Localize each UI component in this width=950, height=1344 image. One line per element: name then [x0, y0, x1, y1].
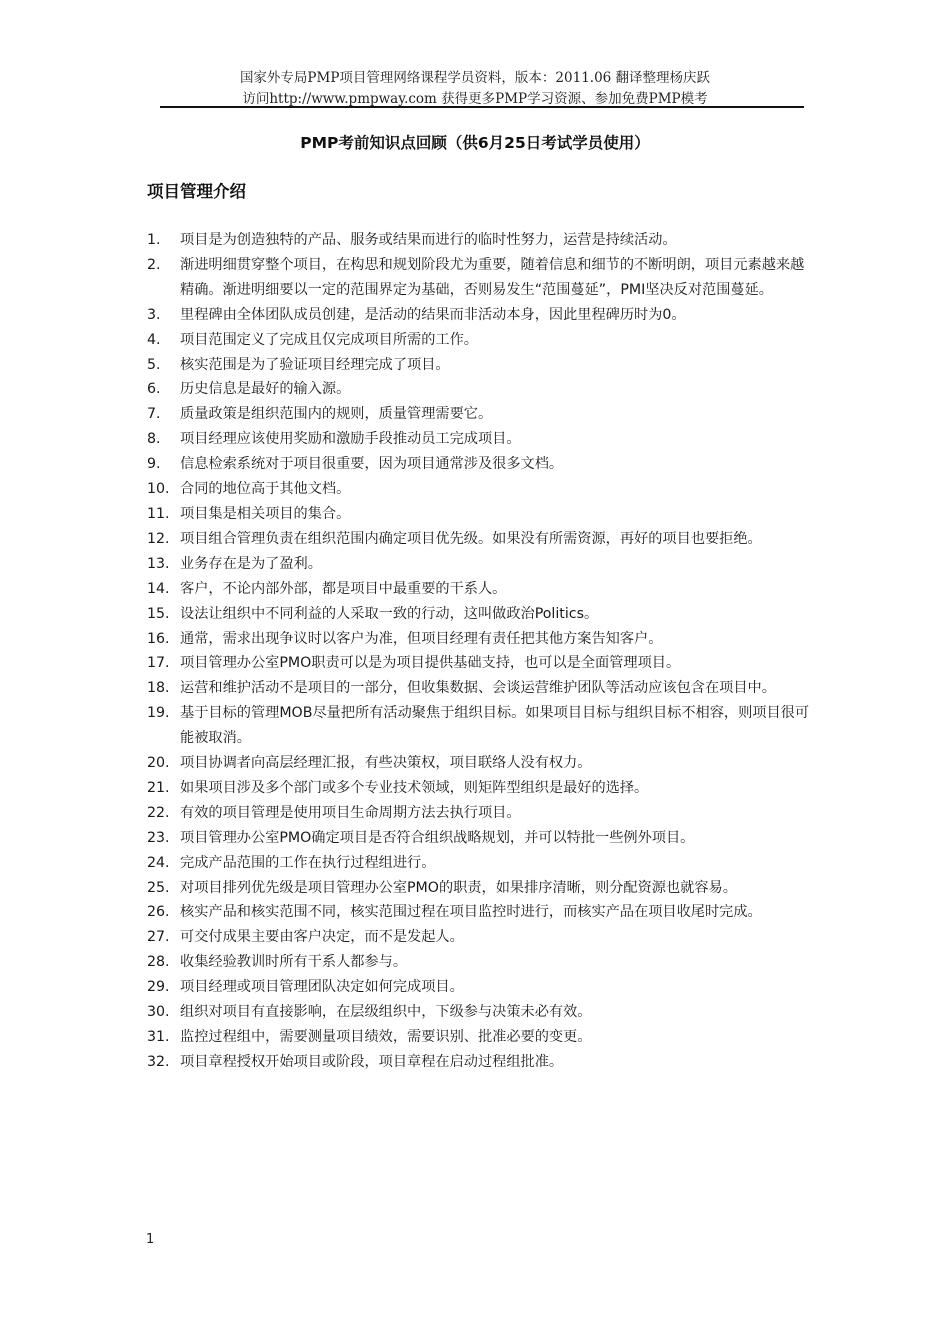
item-number: 4. [147, 331, 161, 348]
list-item [147, 552, 817, 577]
item-number: 16. [147, 630, 170, 647]
item-text: 项目经理或项目管理团队决定如何完成项目。 [180, 979, 464, 996]
item-number: 29. [147, 979, 170, 996]
item-text: 核实产品和核实范围不同，核实范围过程在项目监控时进行，而核实产品在项目收尾时完成。 [180, 904, 762, 921]
list-item [147, 627, 817, 652]
item-number: 3. [147, 306, 161, 323]
item-number: 9. [147, 456, 161, 473]
item-number: 7. [147, 406, 161, 423]
list-item [147, 253, 817, 303]
item-number: 6. [147, 381, 161, 398]
item-number: 22. [147, 804, 170, 821]
page-number: 1 [146, 1232, 155, 1247]
item-text: 可交付成果主要由客户决定，而不是发起人。 [180, 929, 464, 946]
header-divider [160, 106, 804, 108]
item-number: 13. [147, 555, 170, 572]
item-text: 组织对项目有直接影响，在层级组织中，下级参与决策未必有效。 [180, 1004, 592, 1021]
item-number: 18. [147, 680, 170, 697]
item-number: 2. [147, 256, 161, 273]
item-text: 里程碑由全体团队成员创建，是活动的结果而非活动本身，因此里程碑历时为0。 [180, 306, 686, 323]
item-number: 1. [147, 232, 161, 248]
knowledge-point-list [147, 228, 817, 1075]
item-number: 5. [147, 356, 161, 373]
item-number: 15. [147, 605, 170, 622]
item-number: 8. [147, 431, 161, 448]
item-text: 运营和维护活动不是项目的一部分，但收集数据、会谈运营维护团队等活动应该包含在项目中。 [180, 680, 776, 697]
item-number: 27. [147, 929, 170, 946]
item-text: 项目管理办公室PMO确定项目是否符合组织战略规划，并可以特批一些例外项目。 [180, 829, 695, 846]
item-number: 24. [147, 854, 170, 871]
item-text: 通常，需求出现争议时以客户为准，但项目经理有责任把其他方案告知客户。 [180, 630, 663, 647]
item-text: 项目集是相关项目的集合。 [180, 505, 351, 522]
item-text: 信息检索系统对于项目很重要，因为项目通常涉及很多文档。 [180, 456, 564, 473]
item-text: 项目章程授权开始项目或阶段，项目章程在启动过程组批准。 [180, 1053, 564, 1070]
header-line-1: 国家外专局PMP项目管理网络课程学员资料，版本：2011.06 翻译整理杨庆跃 [239, 70, 711, 86]
list-item [147, 402, 817, 427]
item-text: 核实范围是为了验证项目经理完成了项目。 [180, 356, 450, 373]
item-number: 26. [147, 904, 170, 921]
item-text: 监控过程组中，需要测量项目绩效，需要识别、批准必要的变更。 [180, 1029, 592, 1045]
list-item [147, 477, 817, 502]
list-item [147, 801, 817, 826]
list-item [147, 577, 817, 602]
page-header [0, 68, 950, 110]
item-text: 如果项目涉及多个部门或多个专业技术领域，则矩阵型组织是最好的选择。 [180, 779, 649, 796]
item-text: 设法让组织中不同利益的人采取一致的行动，这叫做政治Politics。 [180, 605, 599, 622]
list-item [147, 876, 817, 901]
item-text: 项目是为创造独特的产品、服务或结果而进行的临时性努力，运营是持续活动。 [180, 232, 677, 248]
item-number: 31. [147, 1029, 170, 1045]
item-text: 有效的项目管理是使用项目生命周期方法去执行项目。 [180, 804, 521, 821]
item-text: 质量政策是组织范围内的规则，质量管理需要它。 [180, 406, 493, 423]
item-text: 对项目排列优先级是项目管理办公室PMO的职责，如果排序清晰，则分配资源也就容易。 [180, 879, 737, 896]
item-number: 11. [147, 505, 170, 522]
list-item [147, 452, 817, 477]
item-text: 渐进明细贯穿整个项目，在构思和规划阶段尤为重要，随着信息和细节的不断明朗，项目元素越来越精确。渐进明细要以一定的范围界定为基础，否则易发生“范围蔓延”，PMI坚决反对范围蔓延。 [180, 256, 805, 298]
item-text: 客户，不论内部外部，都是项目中最重要的干系人。 [180, 580, 507, 597]
list-item [147, 303, 817, 328]
list-item [147, 602, 817, 627]
list-item [147, 751, 817, 776]
item-number: 23. [147, 829, 170, 846]
document-title: PMP考前知识点回顾（供6月25日考试学员使用） [300, 134, 650, 152]
list-item [147, 950, 817, 975]
item-number: 25. [147, 879, 170, 896]
list-item [147, 427, 817, 452]
item-text: 项目管理办公室PMO职责可以是为项目提供基础支持，也可以是全面管理项目。 [180, 655, 681, 672]
list-item [147, 651, 817, 676]
list-item [147, 676, 817, 701]
item-text: 历史信息是最好的输入源。 [180, 381, 351, 398]
list-item [147, 900, 817, 925]
header-line-2: 访问http://www.pmpway.com 获得更多PMP学习资源、参加免费PMP模考 [242, 91, 708, 107]
list-item [147, 925, 817, 950]
item-text: 项目范围定义了完成且仅完成项目所需的工作。 [180, 331, 478, 348]
item-number: 30. [147, 1004, 170, 1021]
list-item [147, 228, 817, 253]
item-number: 28. [147, 954, 170, 971]
list-item [147, 527, 817, 552]
item-text: 项目协调者向高层经理汇报，有些决策权，项目联络人没有权力。 [180, 755, 592, 772]
item-number: 12. [147, 530, 170, 547]
item-text: 项目组合管理负责在组织范围内确定项目优先级。如果没有所需资源，再好的项目也要拒绝。 [180, 530, 762, 547]
list-item [147, 1050, 817, 1075]
list-item [147, 851, 817, 876]
section-heading: 项目管理介绍 [147, 182, 246, 201]
list-item [147, 377, 817, 402]
item-text: 业务存在是为了盈利。 [180, 555, 322, 572]
item-number: 20. [147, 755, 170, 772]
item-number: 32. [147, 1053, 170, 1070]
list-item [147, 1000, 817, 1025]
item-number: 17. [147, 655, 170, 672]
list-item [147, 328, 817, 353]
item-text: 项目经理应该使用奖励和激励手段推动员工完成项目。 [180, 431, 521, 448]
list-item [147, 502, 817, 527]
item-text: 合同的地位高于其他文档。 [180, 481, 351, 498]
list-item [147, 975, 817, 1000]
item-number: 10. [147, 481, 170, 498]
item-text: 收集经验教训时所有干系人都参与。 [180, 954, 408, 971]
item-number: 21. [147, 779, 170, 796]
item-text: 完成产品范围的工作在执行过程组进行。 [180, 854, 436, 871]
item-number: 14. [147, 580, 170, 597]
list-item [147, 353, 817, 378]
item-number: 19. [147, 705, 170, 722]
list-item [147, 1025, 817, 1050]
item-text: 基于目标的管理MOB尽量把所有活动聚焦于组织目标。如果项目目标与组织目标不相容，则项目很可能被取消。 [180, 705, 810, 747]
list-item [147, 701, 817, 751]
list-item [147, 826, 817, 851]
list-item [147, 776, 817, 801]
